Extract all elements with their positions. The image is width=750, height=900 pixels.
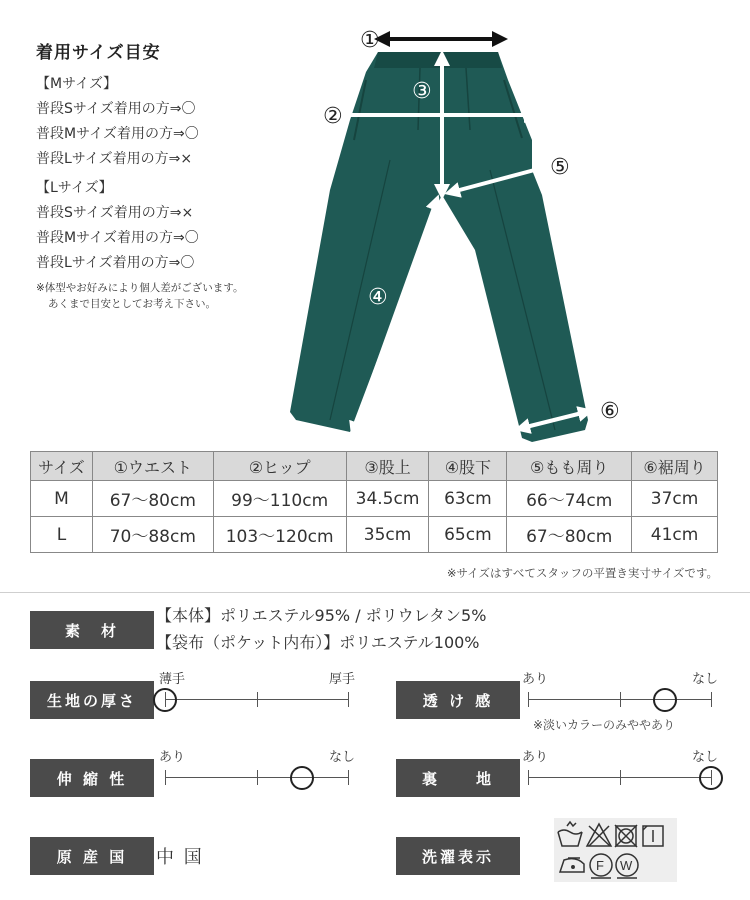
wash-tub-icon — [558, 822, 582, 846]
table-row — [31, 517, 718, 553]
individual-difference-note — [36, 280, 243, 312]
laundry-symbols — [554, 818, 677, 882]
material-label: 素 材 — [30, 611, 154, 649]
scale-tick — [348, 770, 349, 785]
thickness-scale — [159, 668, 355, 728]
table-cell: 63cm — [429, 481, 507, 517]
marker-inseam: ④ — [368, 285, 388, 310]
table-header-cell: ②ヒップ — [213, 452, 346, 481]
scale-left-label: あり — [522, 672, 549, 687]
scale-left-label: あり — [522, 750, 549, 765]
table-cell: 37cm — [632, 481, 718, 517]
table-header-cell: ⑥裾周り — [632, 452, 718, 481]
l-size-line: 普段Sサイズ着用の方⇒× — [36, 205, 194, 221]
m-size-line: 普段Sサイズ着用の方⇒〇 — [36, 101, 196, 117]
iron-icon — [560, 858, 584, 872]
scale-indicator — [699, 766, 723, 790]
origin-label: 原 産 国 — [30, 837, 154, 875]
scale-indicator — [290, 766, 314, 790]
scale-tick — [257, 770, 258, 785]
table-header-cell: ③股上 — [346, 452, 429, 481]
pants-illustration — [270, 20, 630, 450]
table-cell: M — [31, 481, 93, 517]
scale-tick — [257, 692, 258, 707]
marker-thigh: ⑤ — [550, 155, 570, 180]
table-cell: 34.5cm — [346, 481, 429, 517]
marker-rise: ③ — [412, 79, 432, 104]
table-header-cell: サイズ — [31, 452, 93, 481]
scale-tick — [528, 692, 529, 707]
table-header-cell: ⑤もも周り — [507, 452, 632, 481]
l-size-heading: 【Lサイズ】 — [36, 180, 113, 196]
lining-scale — [522, 746, 718, 806]
material-body: 【本体】ポリエステル95% / ポリウレタン5% — [156, 606, 487, 625]
scale-indicator — [153, 688, 177, 712]
scale-indicator — [653, 688, 677, 712]
table-header-row — [31, 452, 718, 481]
scale-right-label: なし — [691, 672, 718, 687]
stretch-scale — [159, 746, 355, 806]
pants-diagram — [270, 20, 630, 450]
scale-left-label: あり — [159, 750, 186, 765]
material-pocket: 【袋布（ポケット内布）】ポリエステル100% — [156, 633, 480, 652]
m-size-line: 普段Lサイズ着用の方⇒× — [36, 151, 193, 167]
origin-value: 中 国 — [156, 847, 204, 868]
scale-right-label: なし — [328, 750, 355, 765]
table-cell: 67〜80cm — [92, 481, 213, 517]
line-dry-icon — [643, 826, 663, 846]
dry-clean-f-icon — [590, 854, 612, 878]
m-size-guide — [36, 72, 199, 172]
table-cell: 103〜120cm — [213, 517, 346, 553]
scale-right-label: なし — [691, 750, 718, 765]
svg-text:F: F — [596, 858, 604, 873]
laundry-label: 洗濯表示 — [396, 837, 520, 875]
table-cell: 66〜74cm — [507, 481, 632, 517]
section-divider — [0, 592, 750, 593]
sheerness-note: ※淡いカラーのみややあり — [533, 718, 676, 732]
scale-tick — [620, 770, 621, 785]
scale-tick — [528, 770, 529, 785]
table-cell: L — [31, 517, 93, 553]
no-bleach-icon — [587, 824, 611, 846]
size-table — [30, 451, 718, 553]
table-note: ※サイズはすべてスタッフの平置き実寸サイズです。 — [446, 566, 718, 580]
table-cell: 70〜88cm — [92, 517, 213, 553]
scale-tick — [620, 692, 621, 707]
wet-clean-w-icon — [616, 854, 638, 878]
table-row — [31, 481, 718, 517]
m-size-heading: 【Mサイズ】 — [36, 76, 117, 92]
size-guide-title: 着用サイズ目安 — [36, 43, 161, 63]
l-size-guide — [36, 176, 199, 276]
note-line: ※体型やお好みにより個人差がございます。 — [36, 282, 244, 294]
scale-tick — [165, 770, 166, 785]
table-header-cell: ①ウエスト — [92, 452, 213, 481]
table-header-cell: ④股下 — [429, 452, 507, 481]
sheerness-label: 透 け 感 — [396, 681, 520, 719]
table-cell: 65cm — [429, 517, 507, 553]
table-cell: 41cm — [632, 517, 718, 553]
l-size-line: 普段Lサイズ着用の方⇒〇 — [36, 255, 195, 271]
stretch-label: 伸 縮 性 — [30, 759, 154, 797]
scale-tick — [348, 692, 349, 707]
marker-waist: ① — [360, 28, 380, 53]
svg-text:W: W — [620, 858, 633, 873]
scale-right-label: 厚手 — [328, 672, 355, 687]
table-cell: 67〜80cm — [507, 517, 632, 553]
l-size-line: 普段Mサイズ着用の方⇒〇 — [36, 230, 199, 246]
note-line: あくまで目安としてお考え下さい。 — [48, 298, 216, 310]
table-cell: 99〜110cm — [213, 481, 346, 517]
m-size-line: 普段Mサイズ着用の方⇒〇 — [36, 126, 199, 142]
marker-hip: ② — [323, 104, 343, 129]
scale-left-label: 薄手 — [159, 672, 186, 687]
thickness-label: 生地の厚さ — [30, 681, 154, 719]
waistband — [374, 52, 502, 68]
scale-tick — [711, 692, 712, 707]
lining-label: 裏 地 — [396, 759, 520, 797]
no-tumble-dry-icon — [615, 825, 637, 847]
table-cell: 35cm — [346, 517, 429, 553]
marker-hem: ⑥ — [600, 399, 620, 424]
